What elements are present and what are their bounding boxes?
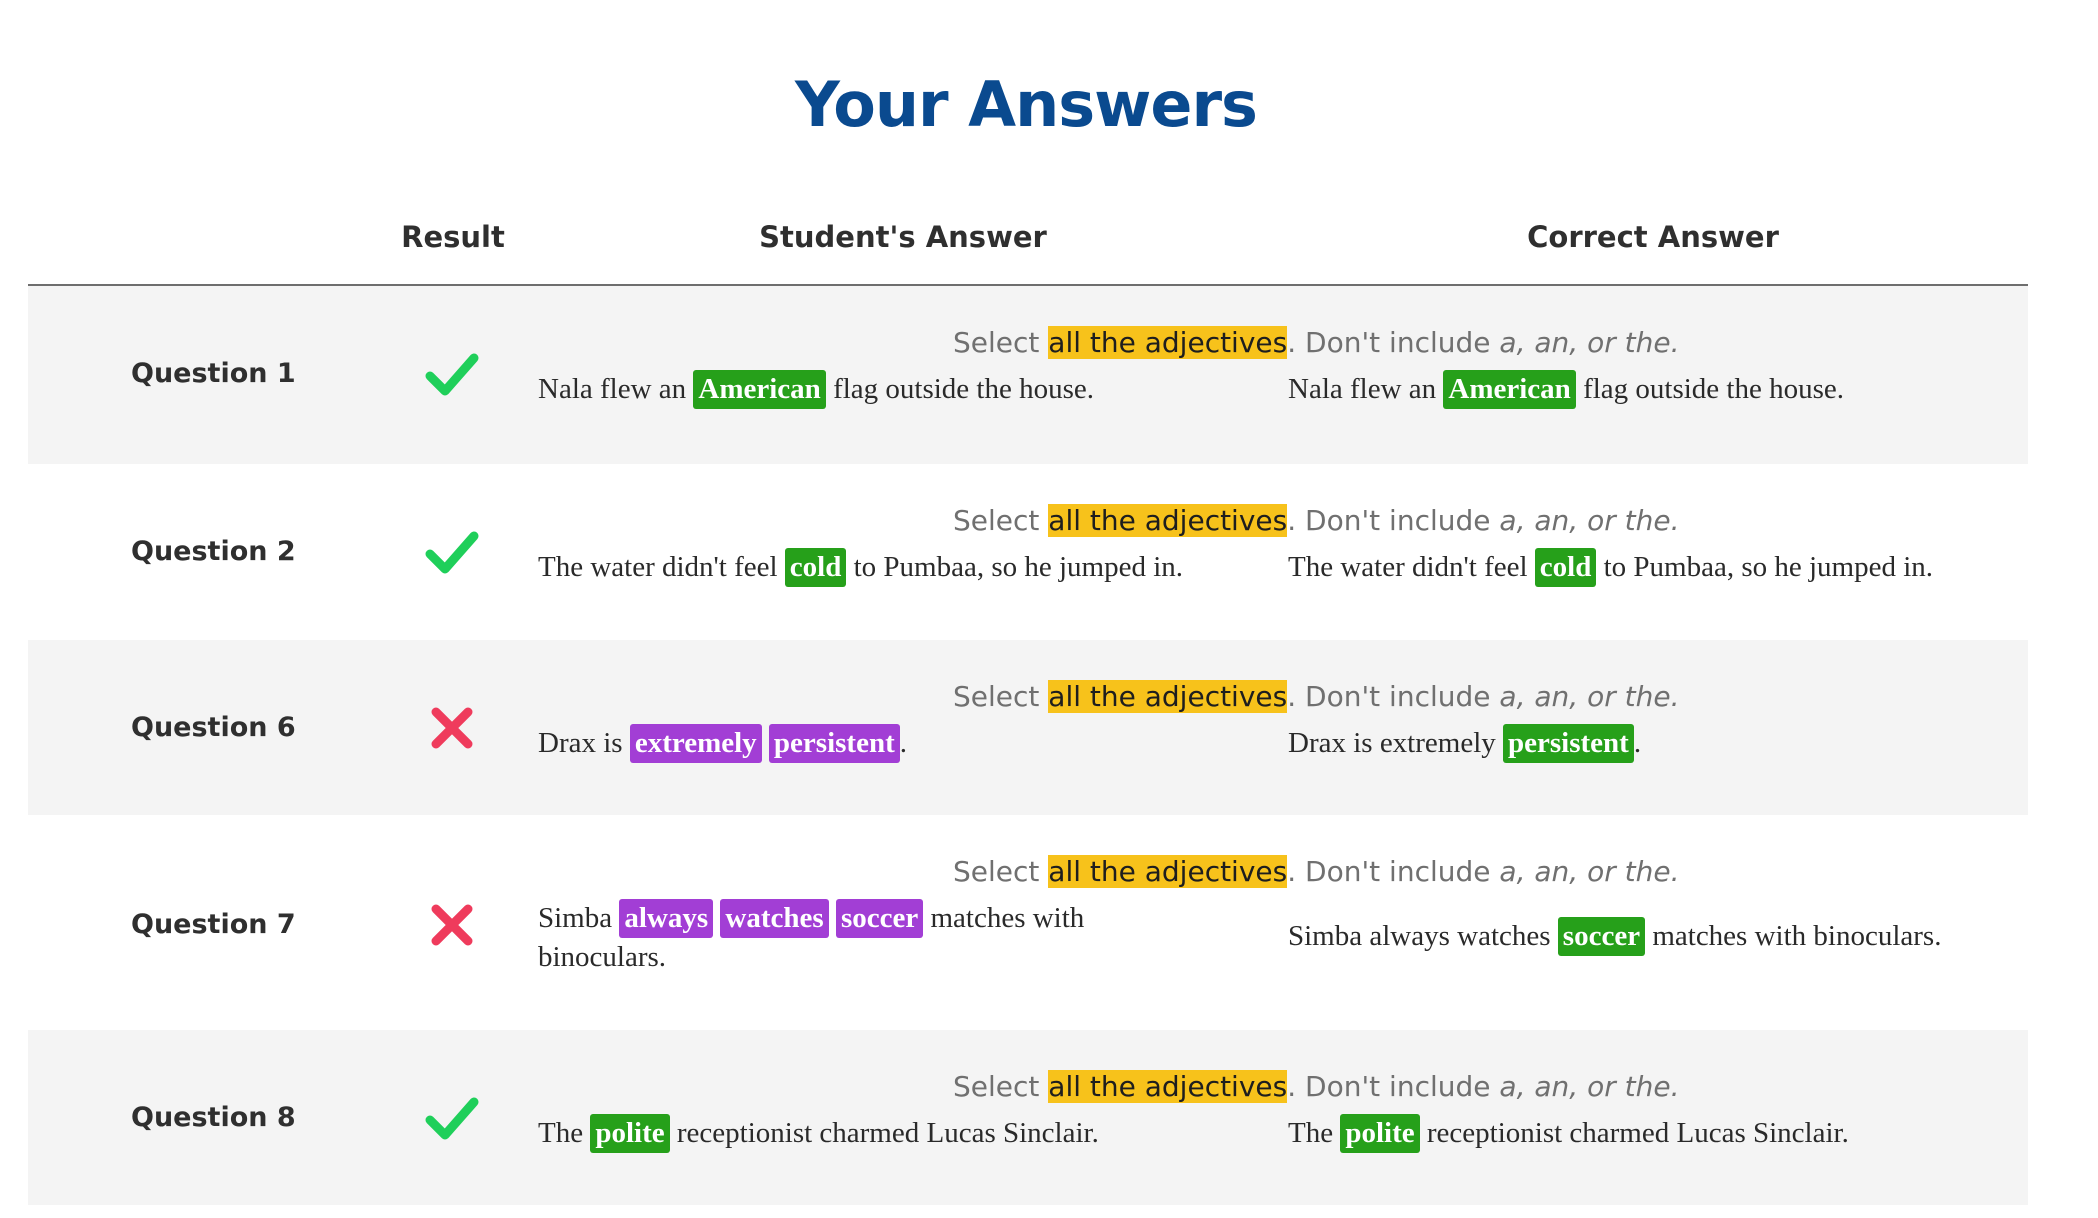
table-row xyxy=(28,286,2028,464)
sentence-text: Drax is xyxy=(538,727,630,759)
sentence-text: The xyxy=(1288,1117,1341,1149)
sentence-text: Drax is extremely xyxy=(1288,727,1504,759)
question-label: Question 1 xyxy=(131,358,296,389)
selected-word-tag: polite xyxy=(1340,1114,1419,1153)
correct-answer-sentence xyxy=(1288,370,2028,409)
table-row xyxy=(28,815,2028,1030)
prompt-articles: a, an, or the. xyxy=(1499,504,1680,537)
selected-word-tag: soccer xyxy=(836,899,923,938)
sentence-text: . xyxy=(899,727,907,759)
sentence-text: The water didn't feel xyxy=(538,551,785,583)
selected-word-tag: cold xyxy=(1535,548,1597,587)
prompt-articles: a, an, or the. xyxy=(1499,326,1680,359)
prompt-articles: a, an, or the. xyxy=(1499,855,1680,888)
sentence-text: flag outside the house. xyxy=(1575,373,1845,405)
sentence-text: Nala flew an xyxy=(538,373,694,405)
question-prompt xyxy=(953,504,1679,537)
selected-word-tag: extremely xyxy=(630,724,762,763)
check-icon xyxy=(424,524,480,580)
prompt-text: . Don't include xyxy=(1287,855,1500,888)
question-label: Question 7 xyxy=(131,909,296,940)
student-answer-sentence xyxy=(538,548,1218,587)
prompt-articles: a, an, or the. xyxy=(1499,1070,1680,1103)
sentence-text: Simba xyxy=(538,902,620,934)
correct-answer-column-header: Correct Answer xyxy=(1527,220,1779,254)
student-answer-sentence xyxy=(538,724,1218,763)
selected-word-tag: American xyxy=(1443,370,1575,409)
prompt-text: . Don't include xyxy=(1287,326,1500,359)
sentence-text: matches with binoculars. xyxy=(538,902,1085,973)
result-column-header: Result xyxy=(401,220,505,254)
sentence-text: receptionist charmed Lucas Sinclair. xyxy=(1419,1117,1849,1149)
correct-answer-sentence xyxy=(1288,1114,2028,1153)
question-prompt xyxy=(953,680,1679,713)
prompt-highlight: all the adjectives xyxy=(1048,680,1288,713)
prompt-text: Select xyxy=(953,1070,1049,1103)
sentence-text: Simba always watches xyxy=(1288,920,1558,952)
sentence-text: to Pumbaa, so he jumped in. xyxy=(846,551,1184,583)
question-prompt xyxy=(953,855,1679,888)
selected-word-tag: American xyxy=(693,370,825,409)
prompt-text: Select xyxy=(953,504,1049,537)
prompt-text: Select xyxy=(953,855,1049,888)
prompt-text: Select xyxy=(953,680,1049,713)
table-header xyxy=(28,210,2028,288)
student-answer-sentence xyxy=(538,1114,1218,1153)
prompt-text: . Don't include xyxy=(1287,504,1500,537)
prompt-highlight: all the adjectives xyxy=(1048,1070,1288,1103)
prompt-articles: a, an, or the. xyxy=(1499,680,1680,713)
selected-word-tag: soccer xyxy=(1558,917,1645,956)
prompt-highlight: all the adjectives xyxy=(1048,504,1288,537)
student-answer-sentence xyxy=(538,370,1218,409)
correct-answer-sentence xyxy=(1288,917,2028,956)
cross-icon xyxy=(424,897,480,953)
sentence-text: The water didn't feel xyxy=(1288,551,1535,583)
sentence-text: . xyxy=(1633,727,1642,759)
selected-word-tag: watches xyxy=(720,899,828,938)
table-row xyxy=(28,1030,2028,1205)
prompt-text: . Don't include xyxy=(1287,1070,1500,1103)
sentence-text: receptionist charmed Lucas Sinclair. xyxy=(669,1117,1099,1149)
question-label: Question 2 xyxy=(131,536,296,567)
selected-word-tag: persistent xyxy=(769,724,900,763)
prompt-text: Select xyxy=(953,326,1049,359)
question-prompt xyxy=(953,1070,1679,1103)
question-label: Question 6 xyxy=(131,712,296,743)
table-row xyxy=(28,640,2028,815)
sentence-text: Nala flew an xyxy=(1288,373,1444,405)
check-icon xyxy=(424,346,480,402)
prompt-highlight: all the adjectives xyxy=(1048,855,1288,888)
check-icon xyxy=(424,1090,480,1146)
selected-word-tag: always xyxy=(619,899,713,938)
sentence-text: flag outside the house. xyxy=(825,373,1095,405)
correct-answer-sentence xyxy=(1288,548,2028,587)
selected-word-tag: cold xyxy=(785,548,847,587)
question-label: Question 8 xyxy=(131,1102,296,1133)
sentence-text: to Pumbaa, so he jumped in. xyxy=(1596,551,1934,583)
correct-answer-sentence xyxy=(1288,724,2028,763)
cross-icon xyxy=(424,700,480,756)
student-answer-column-header: Student's Answer xyxy=(759,220,1047,254)
selected-word-tag: persistent xyxy=(1503,724,1634,763)
selected-word-tag: polite xyxy=(590,1114,669,1153)
sentence-text: matches with binoculars. xyxy=(1645,920,1942,952)
page-title: Your Answers xyxy=(795,68,1257,141)
sentence-text: The xyxy=(538,1117,591,1149)
student-answer-sentence xyxy=(538,899,1218,976)
prompt-text: . Don't include xyxy=(1287,680,1500,713)
question-prompt xyxy=(953,326,1679,359)
prompt-highlight: all the adjectives xyxy=(1048,326,1288,359)
table-row xyxy=(28,464,2028,640)
